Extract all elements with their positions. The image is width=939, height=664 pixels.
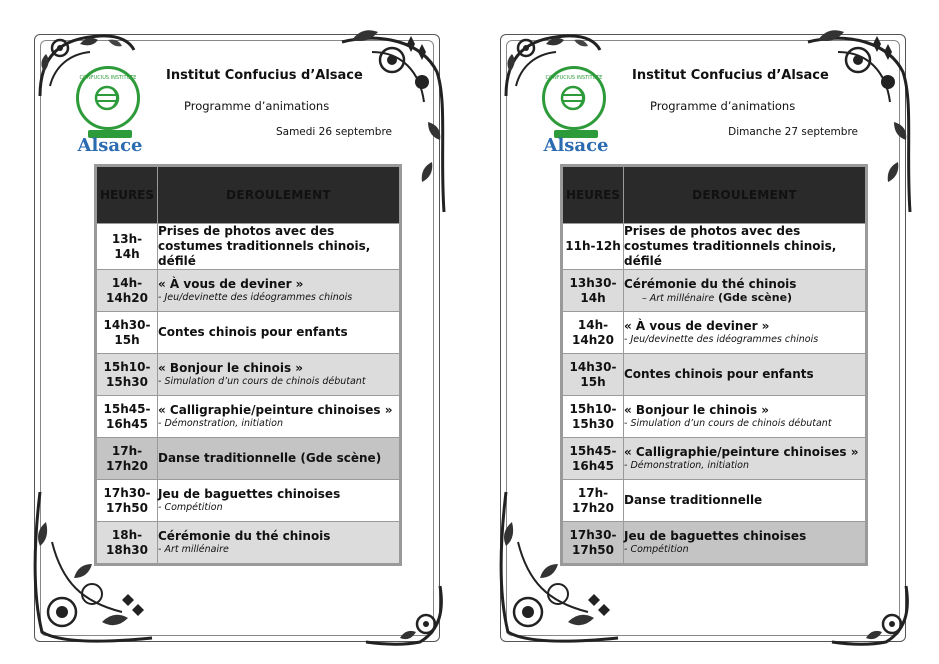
logo-city: Alsace [543,135,609,156]
activity-detail [158,544,399,556]
time-end: 15h [580,374,606,389]
time-end: 14h [114,246,140,261]
time-cell [563,480,623,521]
time-cell [97,480,157,521]
time-start: 15h45- [103,401,151,416]
activity-cell [624,224,865,269]
time-cell [563,270,623,311]
activity-title: Jeu de baguettes chinoises [158,487,341,501]
activity-detail [624,460,865,472]
time-cell [563,522,623,563]
schedule-row [97,438,399,479]
time-start: 14h- [111,275,143,290]
time-cell [563,438,623,479]
logo-city: Alsace [77,135,143,156]
time-start: 14h- [577,317,609,332]
header-deroulement: DEROULEMENT [158,167,399,223]
schedule-row [97,480,399,521]
floral-ornament-bottom-right [360,580,450,650]
activity-title: Danse traditionnelle (Gde scène) [158,451,382,465]
confucius-institute-logo [530,66,620,156]
activity-detail [624,292,865,305]
activity-cell [158,312,399,353]
schedule-row [563,438,865,479]
time-start: 14h30- [103,317,151,332]
time-end: 15h30 [106,374,148,389]
activity-title: Prises de photos avec des costumes traditionnels chinois, défilé [624,224,837,268]
activity-detail [158,376,399,388]
time-start: 17h- [111,443,143,458]
activity-detail-text: - Démonstration, initiation [624,460,750,471]
activity-cell [624,480,865,521]
activity-title: « À vous de deviner » [158,277,304,291]
time-cell [563,396,623,437]
activity-title: Cérémonie du thé chinois [158,529,331,543]
activity-detail [158,292,399,304]
time-end: 17h50 [106,500,148,515]
activity-cell [624,438,865,479]
time-end: 18h30 [106,542,148,557]
activity-detail [158,418,399,430]
activity-title: « Calligraphie/peinture chinoises » [158,403,393,417]
page-title: Institut Confucius d’Alsace [632,68,829,83]
schedule-body [97,224,399,563]
program-page-saturday [12,8,460,656]
globe-icon [559,85,589,111]
logo-ring: CONFUCIUS INSTITUTE [542,66,606,130]
activity-detail-text: - Simulation d’un cours de chinois débutant [624,418,832,429]
time-cell [97,270,157,311]
time-end: 17h20 [572,500,614,515]
time-start: 18h- [111,527,143,542]
activity-title: « À vous de deviner » [624,319,770,333]
time-start: 13h30- [569,275,617,290]
floral-ornament-bottom-right [826,580,916,650]
activity-detail [624,418,865,430]
activity-location: (Gde scène) [714,290,793,304]
time-start: 15h45- [569,443,617,458]
event-date: Dimanche 27 septembre [728,126,858,138]
activity-detail-text: - Jeu/devinette des idéogrammes chinois [158,292,353,303]
activity-detail [624,544,865,556]
schedule-row [97,312,399,353]
schedule-body [563,224,865,563]
time-start: 11h-12h [565,239,621,253]
activity-cell [158,270,399,311]
page-subtitle: Programme d’animations [184,99,330,113]
header-deroulement: DEROULEMENT [624,167,865,223]
time-cell [97,438,157,479]
logo-ring: CONFUCIUS INSTITUTE [76,66,140,130]
activity-cell [624,270,865,311]
time-start: 17h30- [569,527,617,542]
page-subtitle: Programme d’animations [650,99,796,113]
schedule-row [97,522,399,563]
time-start: 13h- [111,231,143,246]
schedule-row [563,396,865,437]
page-title: Institut Confucius d’Alsace [166,68,363,83]
time-start: 17h30- [103,485,151,500]
time-end: 17h20 [106,458,148,473]
activity-title: Jeu de baguettes chinoises [624,529,807,543]
time-cell [563,224,623,269]
activity-title: « Bonjour le chinois » [158,361,304,375]
time-end: 16h45 [106,416,148,431]
activity-detail-text: - Jeu/devinette des idéogrammes chinois [624,334,819,345]
time-start: 15h10- [569,401,617,416]
program-page-sunday [478,8,926,656]
activity-cell [624,312,865,353]
time-cell [97,396,157,437]
event-date: Samedi 26 septembre [275,126,392,138]
schedule-table [94,164,402,566]
activity-cell [158,522,399,563]
activity-cell [158,354,399,395]
time-end: 14h [580,290,606,305]
header-heures: HEURES [563,167,623,223]
activity-cell [624,522,865,563]
activity-title: Cérémonie du thé chinois [624,276,797,291]
activity-cell [158,480,399,521]
time-cell [97,224,157,269]
time-end: 16h45 [572,458,614,473]
activity-detail-text: - Démonstration, initiation [158,418,284,429]
schedule-row [97,270,399,311]
confucius-institute-logo [64,66,154,156]
globe-icon [93,85,123,111]
schedule-row [97,224,399,269]
schedule-row [563,270,865,311]
activity-detail [158,502,399,514]
activity-title: Prises de photos avec des costumes traditionnels chinois, défilé [158,224,371,268]
time-cell [97,522,157,563]
activity-detail-text: - Art millénaire [158,544,229,555]
time-start: 17h- [577,485,609,500]
activity-cell [158,396,399,437]
schedule-row [97,354,399,395]
activity-detail [624,334,865,346]
time-cell [563,354,623,395]
activity-title: Contes chinois pour enfants [158,325,348,339]
schedule-row [563,480,865,521]
activity-title: « Calligraphie/peinture chinoises » [624,445,859,459]
time-end: 14h20 [572,332,614,347]
time-end: 17h50 [572,542,614,557]
schedule-row [563,354,865,395]
activity-cell [158,224,399,269]
activity-detail-text: - Compétition [158,502,223,513]
time-cell [97,354,157,395]
schedule-row [563,224,865,269]
activity-detail-text: – Art millénaire [642,292,715,304]
schedule-row [563,522,865,563]
activity-title: Danse traditionnelle [624,493,763,507]
time-cell [97,312,157,353]
time-start: 14h30- [569,359,617,374]
activity-detail-text: - Compétition [624,544,689,555]
activity-title: Contes chinois pour enfants [624,367,814,381]
activity-cell [624,354,865,395]
time-end: 14h20 [106,290,148,305]
activity-cell [158,438,399,479]
schedule-row [563,312,865,353]
activity-title: « Bonjour le chinois » [624,403,770,417]
activity-detail-text: - Simulation d’un cours de chinois débutant [158,376,366,387]
time-end: 15h30 [572,416,614,431]
header-heures: HEURES [97,167,157,223]
schedule-row [97,396,399,437]
schedule-table [560,164,868,566]
time-cell [563,312,623,353]
time-start: 15h10- [103,359,151,374]
time-end: 15h [114,332,140,347]
activity-cell [624,396,865,437]
